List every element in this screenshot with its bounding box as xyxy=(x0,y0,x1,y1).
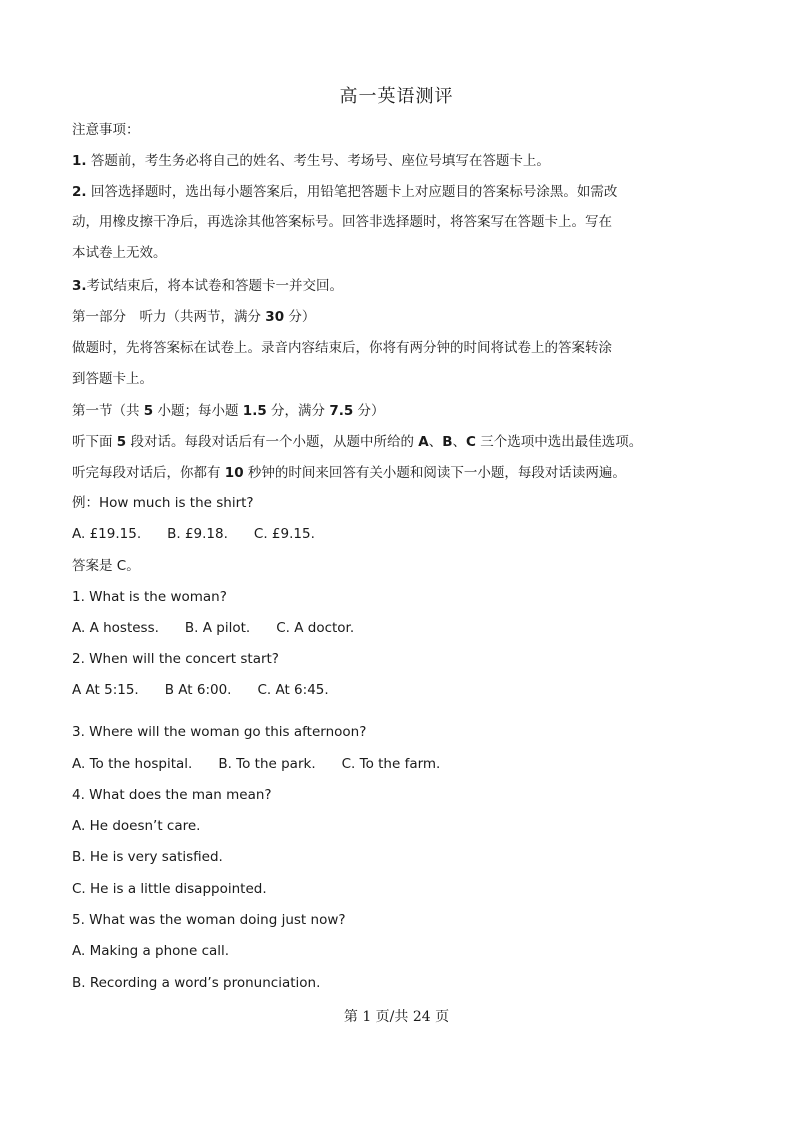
option: A. Making a phone call. xyxy=(72,943,230,959)
notice-number: 1. xyxy=(72,153,87,169)
notice-text: 答题前，考生务必将自己的姓名、考生号、考场号、座位号填写在答题卡上。 xyxy=(86,153,550,169)
question-text: 3. Where will the woman go this afternoon? xyxy=(72,724,367,740)
question-text: 4. What does the man mean? xyxy=(72,787,272,803)
notice-item xyxy=(72,182,617,202)
listening-instruction: 听下面 5 段对话。每段对话后有一个小题，从题中所给的 A、B、C 三个选项中选出最佳选项。 xyxy=(72,434,643,450)
question-text: 5. What was the woman doing just now? xyxy=(72,912,346,928)
part1-heading: 第一部分 听力（共两节，满分 30 分） xyxy=(72,309,316,325)
listening-instruction: 听完每段对话后，你都有 10 秒钟的时间来回答有关小题和阅读下一小题，每段对话读两遍。 xyxy=(72,465,626,481)
question-options xyxy=(72,680,355,700)
question-options xyxy=(72,754,466,774)
notice-number: 2. xyxy=(72,184,87,200)
instruction-line: 做题时，先将答案标在试卷上。录音内容结束后，你将有两分钟的时间将试卷上的答案转涂 xyxy=(72,340,612,356)
option: C. A doctor. xyxy=(276,620,355,636)
option: B. A pilot. xyxy=(184,620,251,636)
notice-number: 3. xyxy=(72,278,87,294)
option: A. A hostess. xyxy=(72,620,159,636)
option: C. He is a little disappointed. xyxy=(72,881,267,897)
option: B. £9.18. xyxy=(167,526,228,542)
notice-heading: 注意事项： xyxy=(72,122,140,138)
example-options xyxy=(72,524,341,544)
option: A. He doesn’t care. xyxy=(72,818,201,834)
option: A. £19.15. xyxy=(72,526,142,542)
option: A At 5:15. xyxy=(72,682,139,698)
section1-heading: 第一节（共 5 小题；每小题 1.5 分，满分 7.5 分） xyxy=(72,403,385,419)
option: C. At 6:45. xyxy=(257,682,329,698)
notice-item xyxy=(72,243,167,263)
option: B. He is very satisfied. xyxy=(72,849,223,865)
option: B At 6:00. xyxy=(164,682,232,698)
notice-item xyxy=(72,151,550,171)
notice-text: 回答选择题时，选出每小题答案后，用铅笔把答题卡上对应题目的答案标号涂黑。如需改 xyxy=(86,184,618,200)
question-text: 2. When will the concert start? xyxy=(72,651,279,667)
option: B. To the park. xyxy=(218,756,316,772)
notice-item xyxy=(72,212,612,232)
notice-text: 考试结束后，将本试卷和答题卡一并交回。 xyxy=(86,278,344,294)
question-options xyxy=(72,618,380,638)
example-answer: 答案是 C。 xyxy=(72,558,140,574)
page-title: 高一英语测评 xyxy=(339,86,454,107)
page-number: 第 1 页/共 24 页 xyxy=(343,1009,450,1025)
option: A. To the hospital. xyxy=(72,756,193,772)
instruction-line: 到答题卡上。 xyxy=(72,371,153,387)
notice-text: 本试卷上无效。 xyxy=(72,245,167,261)
option: C. £9.15. xyxy=(253,526,315,542)
notice-text: 动，用橡皮擦干净后，再选涂其他答案标号。回答非选择题时，将答案写在答题卡上。写在 xyxy=(72,214,612,230)
option: C. To the farm. xyxy=(341,756,441,772)
question-text: 1. What is the woman? xyxy=(72,589,227,605)
option: B. Recording a word’s pronunciation. xyxy=(72,975,321,991)
example-question: 例：How much is the shirt? xyxy=(72,495,254,511)
notice-item xyxy=(72,276,343,296)
